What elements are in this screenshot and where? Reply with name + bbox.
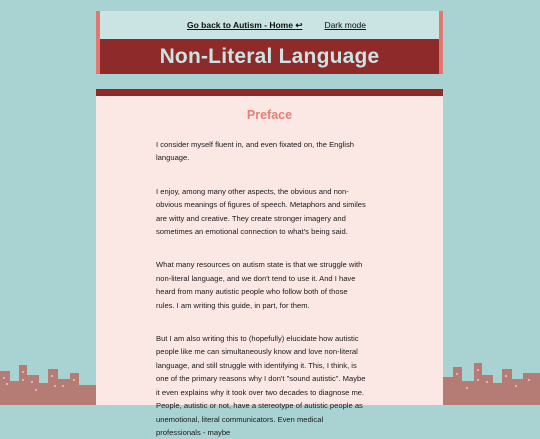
- article-content: [96, 89, 443, 437]
- dark-mode-toggle[interactable]: Dark mode: [324, 20, 367, 30]
- page-title: Non-Literal Language: [159, 44, 380, 68]
- return-arrow-icon: ↩: [295, 19, 303, 30]
- back-home-link[interactable]: [187, 20, 302, 31]
- article-paragraph: What many resources on autism state is that we struggle with non-literal language, and we don't tend to use it. And I have heard from many autistic people who follow both of those rules. I am writing this guide, in part, for them.: [156, 260, 363, 310]
- back-home-label: Go back to Autism - Home: [186, 19, 293, 30]
- page-header: [96, 39, 443, 74]
- article-paragraph: I enjoy, among many other aspects, the obvious and non-obvious meanings of figures of speech. Metaphors and similes are witty and creative. They create stronger imagery and sometimes an emotional connection to what's being said.: [156, 186, 366, 237]
- section-heading: Preface: [246, 108, 293, 122]
- top-nav: [96, 11, 443, 39]
- page-container: [96, 11, 443, 437]
- article-paragraph: But I am also writing this to (hopefully) elucidate how autistic people like me can simultaneously know and love non-literal language, and still struggle with identifying it. This, I think, is one of the primary reasons why I don't "sound autistic". Maybe it even explains why it took over two decades to diagnose me. People, autistic or not, have a stereotype of autistic people as unemotional, literal communicators. Even medical professionals - maybe: [156, 334, 366, 437]
- article-paragraph: I consider myself fluent in, and even fixated on, the English language.: [156, 140, 354, 163]
